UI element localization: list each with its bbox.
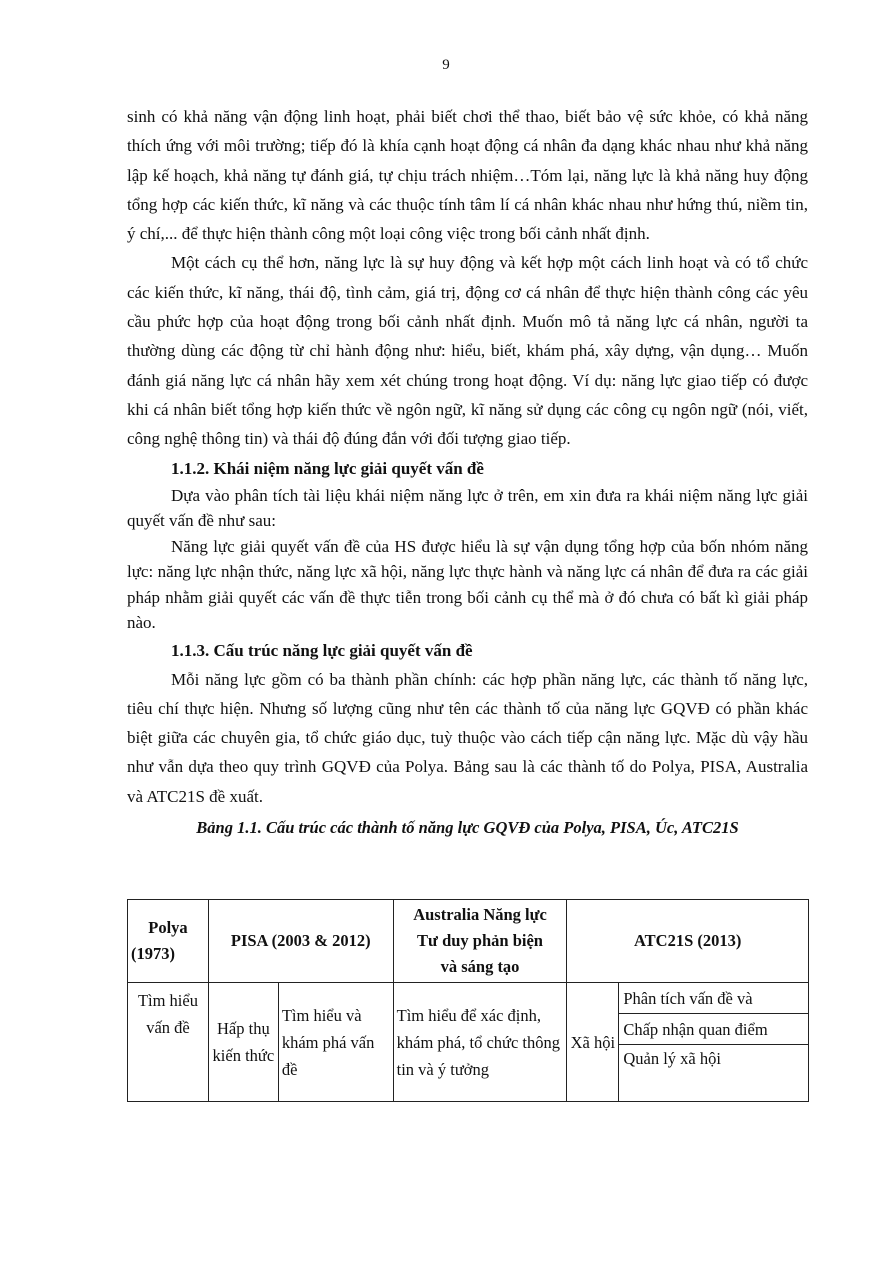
header-australia bbox=[393, 900, 567, 983]
header-polya-name: Polya bbox=[148, 918, 188, 937]
cell-polya: Tìm hiểu vấn đề bbox=[128, 983, 209, 1102]
document-body bbox=[127, 102, 808, 840]
paragraph-2: Một cách cụ thể hơn, năng lực là sự huy động và kết hợp một cách linh hoạt và có tổ chức các kiến thức, kĩ năng, thái độ, tình cảm, giá trị, động cơ cá nhân để thực hiện thành công các yêu cầu phức hợp của hoạt động trong bối cảnh nhất định. Muốn mô tả năng lực cá nhân, người ta thường dùng các động từ chỉ hành động như: hiểu, biết, khám phá, xây dựng, vận dụng… Muốn đánh giá năng lực cá nhân hãy xem xét chúng trong hoạt động. Ví dụ: năng lực giao tiếp có được khi cá nhân biết tổng hợp kiến thức về ngôn ngữ, kĩ năng sử dụng các công cụ ngôn ngữ (nói, viết, công nghệ thông tin) và thái độ đúng đắn với đối tượng giao tiếp. bbox=[127, 253, 808, 449]
table-caption: Bảng 1.1. Cấu trúc các thành tố năng lực GQVĐ của Polya, PISA, Úc, ATC21S bbox=[196, 818, 739, 838]
table-row bbox=[128, 983, 809, 1014]
header-australia-line-2: Tư duy phản biện bbox=[417, 931, 543, 950]
heading-1-1-2: 1.1.2. Khái niệm năng lực giải quyết vấn đề bbox=[171, 458, 484, 478]
header-australia-line-3: và sáng tạo bbox=[440, 957, 520, 976]
paragraph-4: Năng lực giải quyết vấn đề của HS được hiểu là sự vận dụng tổng hợp của bốn nhóm năng lực: năng lực nhận thức, năng lực xã hội, năng lực thực hành và năng lực cá nhân để đưa ra các giải pháp nhằm giải quyết các vấn đề thực tiễn trong bối cảnh cụ thể mà ở đó chưa có bất kì giải pháp nào. bbox=[127, 536, 808, 633]
page-number: 9 bbox=[442, 57, 450, 73]
header-australia-line-1: Australia Năng lực bbox=[413, 905, 547, 924]
header-pisa: PISA (2003 & 2012) bbox=[208, 900, 393, 983]
cell-atc-item-3: Quản lý xã hội bbox=[619, 1045, 809, 1102]
cell-pisa-a: Hấp thụ kiến thức bbox=[208, 983, 278, 1102]
header-atc21s: ATC21S (2013) bbox=[567, 900, 809, 983]
cell-australia: Tìm hiểu để xác định, khám phá, tổ chức thông tin và ý tưởng bbox=[393, 983, 567, 1102]
cell-atc-item-1: Phân tích vấn đề và bbox=[619, 983, 809, 1014]
cell-pisa-b: Tìm hiểu và khám phá vấn đề bbox=[278, 983, 393, 1102]
table-header-row bbox=[128, 900, 809, 983]
cell-atc-item-2: Chấp nhận quan điểm bbox=[619, 1014, 809, 1045]
cell-atc-group: Xã hội bbox=[567, 983, 619, 1102]
competency-structure-table bbox=[127, 899, 809, 1102]
header-polya-year: (1973) bbox=[131, 944, 175, 963]
header-polya bbox=[128, 900, 209, 983]
paragraph-3: Dựa vào phân tích tài liệu khái niệm năng lực ở trên, em xin đưa ra khái niệm năng lực giải quyết vấn đề như sau: bbox=[127, 485, 808, 531]
paragraph-1: sinh có khả năng vận động linh hoạt, phải biết chơi thể thao, biết bảo vệ sức khỏe, có khả năng thích ứng với môi trường; tiếp đó là khía cạnh hoạt động cá nhân đa dạng khác nhau như khả năng lập kế hoạch, khả năng tự đánh giá, tự chịu trách nhiệm…Tóm lại, năng lực là khả năng huy động tổng hợp các kiến thức, kĩ năng và các thuộc tính tâm lí cá nhân khác nhau như hứng thú, niềm tin, ý chí,... để thực hiện thành công một loại công việc trong bối cảnh nhất định. bbox=[127, 107, 808, 244]
paragraph-5: Mỗi năng lực gồm có ba thành phần chính: các hợp phần năng lực, các thành tố năng lực, tiêu chí thực hiện. Nhưng số lượng cũng như tên các thành tố của năng lực GQVĐ có phần khác biệt giữa các chuyên gia, tổ chức giáo dục, tuỳ thuộc vào cách tiếp cận năng lực. Mặc dù vậy hầu như vẫn dựa theo quy trình GQVĐ của Polya. Bảng sau là các thành tố do Polya, PISA, Australia và ATC21S đề xuất. bbox=[127, 669, 808, 806]
heading-1-1-3: 1.1.3. Cấu trúc năng lực giải quyết vấn đề bbox=[171, 640, 473, 660]
